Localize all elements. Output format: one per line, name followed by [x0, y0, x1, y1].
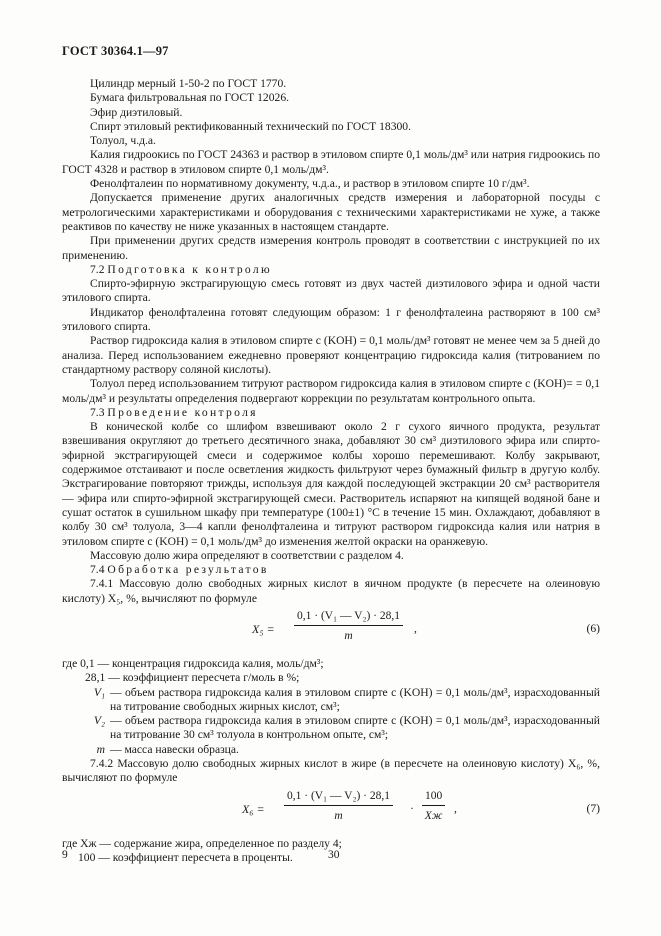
definition-text: — коэффициент пересчета в проценты. [98, 850, 293, 864]
paragraph: Цилиндр мерный 1-50-2 по ГОСТ 1770. [90, 77, 287, 90]
definition-row [62, 686, 600, 715]
definitions-6 [62, 657, 600, 757]
section-number: 7.3 [90, 405, 105, 419]
paragraph: Толуол перед использованием титруют раствором гидроксида калия в этиловом спирте с (KOH)= = 0,1 моль/дм³ и результаты определения подвергают коррекции по результатам контрольного опыта. [62, 377, 600, 405]
paragraph: Допускается применение других аналогичных средств измерения и лабораторной посуды с метрологическими характеристиками и оборудования с техническими характеристиками не хуже, а также реактивов по качеству не ниже указанных в настоящем стандарте. [62, 191, 600, 233]
document-body [62, 77, 600, 865]
section-heading-7-2 [62, 263, 600, 277]
paragraph: Бумага фильтровальная по ГОСТ 12026. [90, 91, 290, 105]
paragraph: Толуол, ч.д.а. [90, 134, 156, 148]
paragraph: Массовую долю жира определяют в соответствии с разделом 4. [90, 548, 404, 562]
formula-multiply: · [410, 801, 414, 815]
formula-numerator-2: 100 [422, 789, 445, 806]
section-heading-7-3 [62, 406, 600, 420]
definition-symbol: где 0,1 [62, 656, 95, 670]
definition-symbol: где Xж [62, 836, 97, 850]
section-number: 7.2 [90, 262, 105, 276]
definition-symbol: m [96, 742, 105, 756]
paragraph-7-4-2: 7.4.2 Массовую долю свободных жирных кислот в жире (в пересчете на олеиновую кислоту) X₆, %, вычисляют по формуле [62, 757, 600, 785]
formula-lhs: X₅ = [252, 621, 275, 636]
formula-6 [62, 609, 600, 653]
definition-symbol: V₁ [93, 685, 105, 699]
formula-tail: , [414, 621, 417, 635]
document-header: ГОСТ 30364.1—97 [62, 44, 169, 58]
formula-denominator-2: Xж [424, 809, 443, 822]
section-number: 7.4 [90, 563, 105, 577]
definition-text: — объем раствора гидроксида калия в этиловом спирте с (KOH) = 0,1 моль/дм³, израсходованный на титрование свободных жирных кислот, см³; [110, 685, 600, 713]
formula-denominator: m [334, 809, 343, 822]
paragraph: В конической колбе со шлифом взвешивают около 2 г сухого яичного продукта, результат взвешивания округляют до третьего десятичного знака, добавляют 30 см³ диэтилового эфира или спирто-эфирной экстрагирующей смеси и содержимое колбы хорошо перемешивают. Колбу закрывают, содержимое отстаивают и после осветления жидкость фильтруют через бумажный фильтр в другую колбу. Экстрагирование повторяют трижды, используя для каждой последующей экстракции 20 см³ растворителя — эфира или спирто-эфирной экстрагирующей смеси. Растворитель испаряют на кипящей водяной бане и сушат остаток в сушильном шкафу при температуре (100±1) °С в течение 15 мин. Охлаждают, добавляют в колбу 30 см³ толуола, 3—4 капли фенолфталеина и титруют раствором гидроксида калия или натрия в этиловом спирте с (KOH) = 0,1 моль/дм³ до изменения желтой окраски на оранжевую. [62, 420, 600, 548]
formula-fraction-2 [422, 789, 445, 824]
formula-fraction [294, 609, 403, 644]
definition-symbol: V₂ [93, 714, 105, 728]
definition-row [62, 657, 600, 671]
formula-denominator: m [344, 630, 353, 643]
definition-text: — концентрация гидроксида калия, моль/дм³; [97, 656, 324, 670]
definition-symbol: 100 [78, 850, 96, 864]
paragraph: При применении других средств измерения контроль проводят в соответствии с инструкцией по их применению. [62, 234, 600, 262]
paragraph-7-4-1: 7.4.1 Массовую долю свободных жирных кислот в яичном продукте (в пересчете на олеиновую кислоту) X₅, %, вычисляют по формуле [62, 577, 600, 605]
formula-fraction [284, 789, 393, 824]
paragraph: Калия гидроокись по ГОСТ 24363 и раствор в этиловом спирте 0,1 моль/дм³ или натрия гидроокись по ГОСТ 4328 и раствор в этиловом спирте 0,1 моль/дм³. [62, 148, 600, 176]
formula-7 [62, 789, 600, 833]
page-number: 30 [328, 849, 340, 861]
definition-text: — объем раствора гидроксида калия в этиловом спирте с (KOH) = 0,1 моль/дм³, израсходованный на титрование 30 см³ толуола в контрольном опыте, см³; [110, 714, 600, 742]
formula-numerator: 0,1 · (V₁ — V₂) · 28,1 [294, 609, 403, 626]
section-title: Подготовка к контролю [107, 262, 272, 276]
definition-text: — масса навески образца. [110, 742, 239, 756]
paragraph: Раствор гидроксида калия в этиловом спирте с (KOH) = 0,1 моль/дм³ готовят не менее чем за 5 дней до анализа. Перед использованием ежедневно проверяют концентрацию гидроксида калия (титрованием по стандартному раствору соляной кислоты). [62, 334, 600, 376]
formula-tail: , [454, 801, 457, 815]
paragraph: Эфир диэтиловый. [90, 105, 183, 119]
section-title: Проведение контроля [107, 405, 258, 419]
definition-text: — коэффициент пересчета г/моль в %; [108, 671, 300, 685]
formula-number: (7) [586, 801, 600, 815]
paragraph: Фенолфталеин по нормативному документу, ч.д.а., и раствор в этиловом спирте 10 г/дм³. [90, 177, 530, 191]
definition-row [62, 743, 600, 757]
definition-symbol: 28,1 [85, 671, 106, 685]
formula-numerator: 0,1 · (V₁ — V₂) · 28,1 [284, 789, 393, 806]
formula-lhs: X₆ = [242, 801, 265, 816]
definition-text: — содержание жира, определенное по разделу 4; [99, 836, 342, 850]
definition-row [62, 671, 600, 685]
paragraph: Спирт этиловый ректификованный технический по ГОСТ 18300. [90, 119, 412, 133]
section-title: Обработка результатов [107, 563, 269, 577]
paragraph: Индикатор фенолфталеина готовят следующим образом: 1 г фенолфталеина растворяют в 100 см³ этилового спирта. [62, 305, 600, 334]
formula-number: (6) [586, 621, 600, 635]
paragraph: Спирто-эфирную экстрагирующую смесь готовят из двух частей диэтилового эфира и одной части этилового спирта. [62, 277, 600, 305]
section-heading-7-4 [62, 563, 600, 577]
definition-row [62, 714, 600, 743]
footer-edition-number: 9 [62, 849, 68, 861]
